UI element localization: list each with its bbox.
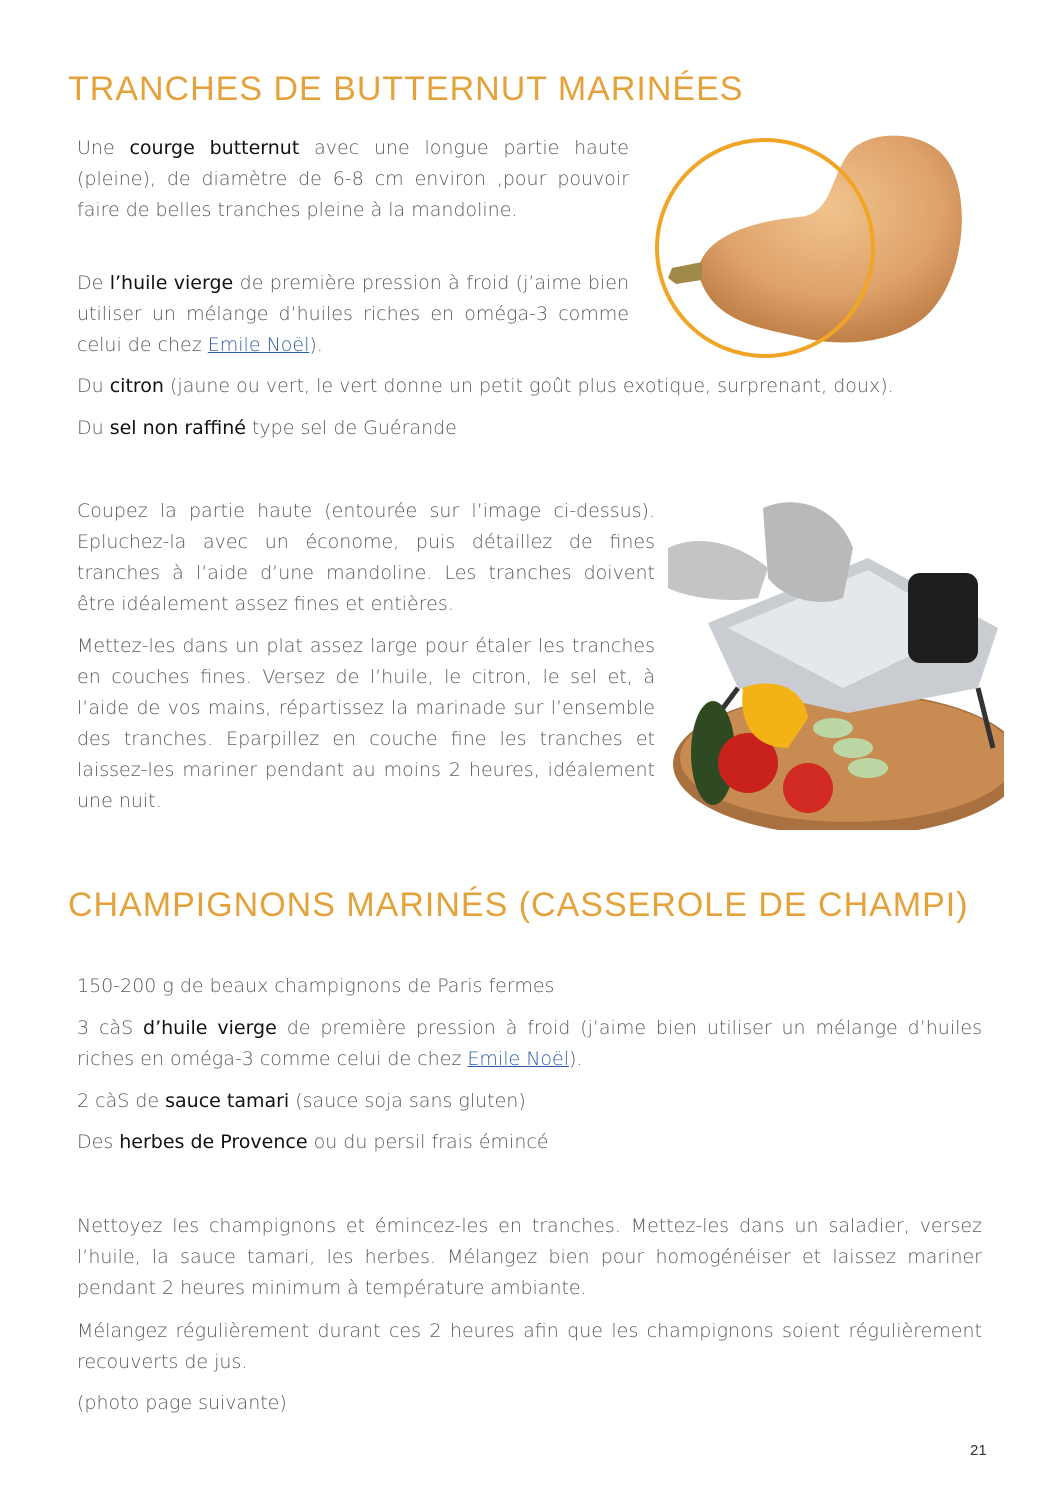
section-title-butternut: TRANCHES DE BUTTERNUT MARINÉES — [68, 70, 744, 108]
ingredient-herbs: Des herbes de Provence ou du persil frais émincé — [77, 1131, 549, 1153]
ingredient-mushrooms: 150-200 g de beaux champignons de Paris fermes — [77, 975, 555, 997]
ingredient-oil: De l’huile vierge de première pression à froid (j’aime bien utiliser un mélange d’huiles riches en oméga-3 comme celui de chez Emile Noël). — [77, 272, 630, 356]
page-number: 21 — [970, 1442, 987, 1459]
ingredient-oil-2: 3 càS d’huile vierge de première pression à froid (j’aime bien utiliser un mélange d’huiles riches en oméga-3 comme celui de chez Emile Noël). — [77, 1017, 982, 1070]
section-title-mushrooms: CHAMPIGNONS MARINÉS (CASSEROLE DE CHAMPI) — [68, 886, 969, 924]
butternut-squash-image — [650, 122, 980, 362]
emile-noel-link-2[interactable]: Emile Noël — [467, 1048, 570, 1070]
photo-note: (photo page suivante) — [77, 1392, 287, 1414]
ingredient-salt: Du sel non raffiné type sel de Guérande — [77, 417, 457, 439]
step-cut: Coupez la partie haute (entourée sur l’image ci-dessus). Epluchez-la avec un économe, puis détaillez de fines tranches à l’aide d’une mandoline. Les tranches doivent être idéalement assez fines et entières. — [77, 500, 655, 615]
ingredient-name: sauce tamari — [165, 1090, 290, 1112]
step-clean: Nettoyez les champignons et émincez-les en tranches. Mettez-les dans un saladier, versez l’huile, la sauce tamari, les herbes. Mélangez bien pour homogénéiser et laissez mariner pendant 2 heures minimum à température ambiante. — [77, 1215, 982, 1299]
ingredient-tamari: 2 càS de sauce tamari (sauce soja sans gluten) — [77, 1090, 526, 1112]
emile-noel-link[interactable]: Emile Noël — [207, 334, 310, 356]
mandoline-slicer-image — [668, 488, 1004, 830]
step-mix: Mélangez régulièrement durant ces 2 heures afin que les champignons soient régulièrement recouverts de jus. — [77, 1320, 982, 1373]
ingredient-butternut: Une courge butternut avec une longue partie haute (pleine), de diamètre de 6-8 cm environ ,pour pouvoir faire de belles tranches pleine à la mandoline. — [77, 137, 630, 221]
ingredient-name: sel non raffiné — [109, 417, 246, 439]
step-marinate: Mettez-les dans un plat assez large pour étaler les tranches en couches fines. Versez de l’huile, le citron, le sel et, à l’aide de vos mains, répartissez la marinade sur l’ensemble des tranches. Eparpillez en couche fine les tranches et laissez-les mariner pendant au moins 2 heures, idéalement une nuit. — [77, 635, 655, 812]
ingredient-name: courge butternut — [129, 137, 300, 159]
ingredient-name: herbes de Provence — [119, 1131, 308, 1153]
ingredient-lemon: Du citron (jaune ou vert, le vert donne un petit goût plus exotique, surprenant, doux). — [77, 375, 894, 397]
ingredient-name: l’huile vierge — [109, 272, 234, 294]
ingredient-name: citron — [109, 375, 164, 397]
ingredient-name: d’huile vierge — [143, 1017, 277, 1039]
